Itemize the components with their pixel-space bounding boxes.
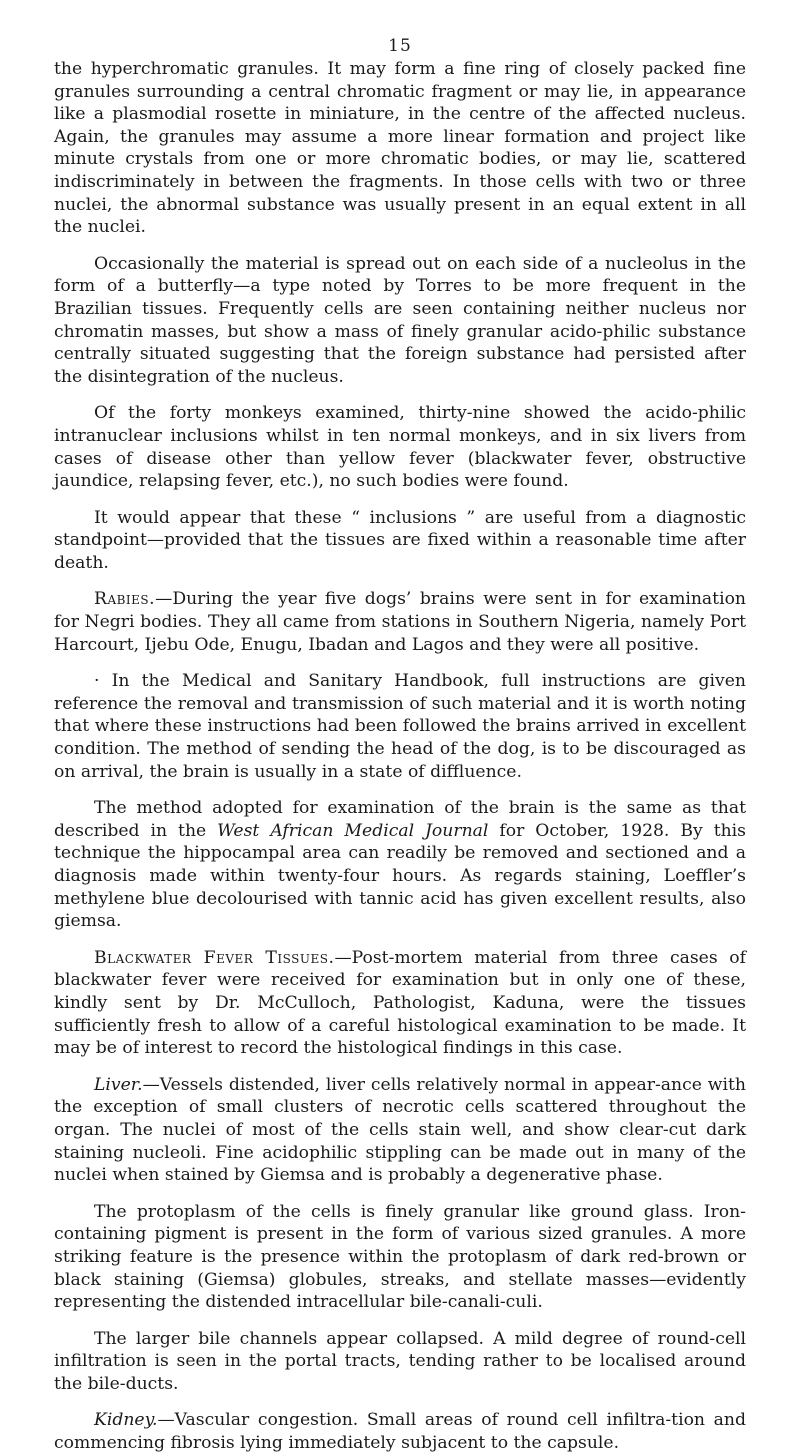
paragraph-rabies xyxy=(54,588,746,656)
paragraph-forty-monkeys: Of the forty monkeys examined, thirty-nine showed the acido-philic intranuclear inclusions whilst in ten normal monkeys, and in six livers from cases of disease other than yellow fever (blackwater fever, obstructive jaundice, relapsing fever, etc.), no such bodies were found. xyxy=(54,403,746,492)
paragraph-kidney-text: —Vascular congestion. Small areas of round cell infiltra-tion and commencing fibrosis lying immediately subjacent to the capsule. xyxy=(54,1410,746,1454)
journal-title: West African Medical Journal xyxy=(217,820,489,841)
paragraph-method-text-before: The method adopted for examination of the brain is the same as that described in the xyxy=(54,798,746,841)
paragraph-inclusions-continued: the hyperchromatic granules. It may form a fine ring of closely packed fine granules surrounding a central chromatic fragment or may lie, in appearance like a plasmodial rosette in miniature, in the centre of the affected nucleus. Again, the granules may assume a more linear formation and project like minute crystals from one or more chromatic bodies, or may lie, scattered indiscriminately in between the fragments. In those cells with two or three nuclei, the abnormal substance was usually present in an equal extent in all the nuclei. xyxy=(54,59,746,238)
paragraph-diagnostic: It would appear that these “ inclusions ” are useful from a diagnostic standpoint—provided that the tissues are fixed within a reasonable time after death. xyxy=(54,507,746,573)
section-heading-blackwater: Blackwater Fever Tissues. xyxy=(94,947,335,968)
paragraph-liver xyxy=(54,1074,746,1187)
paragraph-blackwater xyxy=(54,947,746,1060)
subheading-kidney: Kidney. xyxy=(94,1410,158,1431)
paragraph-handbook: · In the Medical and Sanitary Handbook, full instructions are given reference the removal and transmission of such material and it is worth noting that where these instructions had been followed the brains arrived in excellent condition. The method of sending the head of the dog, is to be discouraged as on arrival, the brain is usually in a state of diffluence. xyxy=(54,671,746,782)
paragraph-bile-channels: The larger bile channels appear collapsed. A mild degree of round-cell infiltration is seen in the portal tracts, tending rather to be localised around the bile-ducts. xyxy=(54,1328,746,1394)
paragraph-kidney xyxy=(54,1409,746,1454)
section-heading-rabies: Rabies. xyxy=(94,589,156,610)
paragraph-protoplasm: The protoplasm of the cells is finely granular like ground glass. Iron-containing pigment is present in the form of various sized granules. A more striking feature is the presence within the protoplasm of dark red-brown or black staining (Giemsa) globules, streaks, and stellate masses—evidently representing the distended intracellular bile-canali-culi. xyxy=(54,1201,746,1313)
paragraph-blackwater-text: —Post-mortem material from three cases of blackwater fever were received for examination but in only one of these, kindly sent by Dr. McCulloch, Pathologist, Kaduna, were the tissues sufficiently fresh to allow of a careful histological examination to be made. It may be of interest to record the histological findings in this case. xyxy=(54,947,747,1059)
paragraph-rabies-text: —During the year five dogs’ brains were sent in for examination for Negri bodies. They all came from stations in Southern Nigeria, namely Port Harcourt, Ijebu Ode, Enugu, Ibadan and Lagos and they were all positive. xyxy=(54,589,746,655)
paragraph-liver-text: —Vessels distended, liver cells relatively normal in appear-ance with the exception of small clusters of necrotic cells scattered throughout the organ. The nuclei of most of the cells stain well, and show clear-cut dark staining nucleoli. Fine acidophilic stippling can be made out in many of the nuclei when stained by Giemsa and is probably a degenerative phase. xyxy=(54,1074,746,1186)
paragraph-method-text-after: for October, 1928. By this technique the hippocampal area can readily be removed and sectioned and a diagnosis made within twenty-four hours. As regards staining, Loeffler’s methylene blue decolourised with tannic acid has given excellent results, also giemsa. xyxy=(54,820,746,932)
subheading-liver: Liver. xyxy=(94,1074,143,1095)
page-number: 15 xyxy=(388,36,412,56)
paragraph-butterfly: Occasionally the material is spread out on each side of a nucleolus in the form of a butterfly—a type noted by Torres to be more frequent in the Brazilian tissues. Frequently cells are seen containing neither nucleus nor chromatin masses, but show a mass of finely granular acido-philic substance centrally situated suggesting that the foreign substance had persisted after the disintegration of the nucleus. xyxy=(54,253,746,387)
paragraph-method xyxy=(54,797,746,933)
